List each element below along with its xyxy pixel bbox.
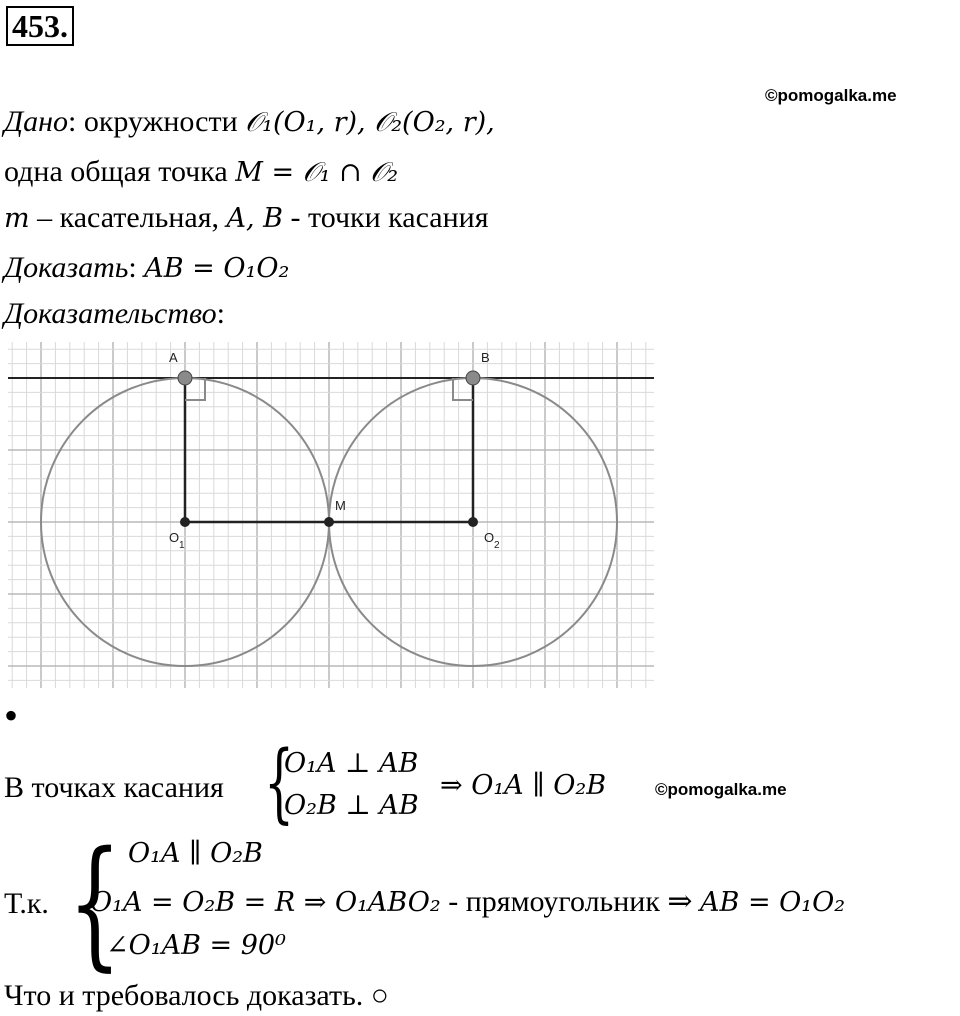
step2-brace: {	[68, 822, 122, 985]
conclusion: Что и требовалось доказать. ○	[4, 979, 389, 1012]
label-m: M	[335, 498, 346, 513]
step2-system-1: O₁A ∥ O₂B	[128, 838, 263, 869]
geometry-figure	[8, 342, 656, 690]
step1-system-1: O₁A ⊥ AB	[284, 748, 419, 779]
step2-system-2-end: AB = O₁O₂	[700, 887, 846, 918]
given-common-point-math: M = 𝒪₁ ∩ 𝒪₂	[235, 157, 399, 188]
step1-text: В точках касания	[4, 771, 224, 804]
proof-label: Доказательство	[4, 297, 217, 330]
point-m	[324, 517, 334, 527]
given-text: окружности	[83, 105, 238, 138]
grid	[8, 342, 654, 688]
label-a: A	[169, 350, 178, 365]
watermark: ©pomogalka.me	[765, 86, 897, 105]
tangent-points: A, B	[226, 203, 284, 234]
step2-system-2-math: O₁A = O₂B = R ⇒ O₁ABO₂	[90, 887, 441, 918]
given-common-point-text: одна общая точка	[4, 155, 228, 188]
proof-heading: Доказательство:	[4, 297, 225, 330]
point-o2	[468, 517, 478, 527]
label-o2-sub: 2	[494, 540, 500, 551]
step1-result: ⇒ O₁A ∥ O₂B	[440, 770, 607, 801]
step2-text: Т.к.	[4, 887, 49, 920]
prove-line: Доказать: AB = O₁O₂	[4, 251, 290, 284]
given-label: Дано	[4, 105, 68, 138]
step2-system-2	[90, 884, 845, 921]
label-o1-sub: 1	[179, 540, 185, 551]
point-b	[466, 371, 480, 385]
tangent-name: m	[4, 203, 30, 234]
tangent-points-text: - точки касания	[290, 201, 489, 234]
given-line-1: Дано: окружности 𝒪₁(O₁, r), 𝒪₂(O₂, r),	[4, 105, 495, 138]
label-o2: O	[484, 530, 495, 545]
prove-label: Доказать	[4, 251, 129, 284]
tangent-text: – касательная,	[37, 201, 220, 234]
point-a	[178, 371, 192, 385]
step1-brace: {	[264, 733, 295, 833]
step2-system-2-tail: - прямоугольник ⇒	[448, 885, 693, 918]
prove-statement: AB = O₁O₂	[144, 253, 290, 284]
bullet: •	[4, 693, 19, 738]
label-b: B	[481, 350, 490, 365]
given-circles: 𝒪₁(O₁, r), 𝒪₂(O₂, r),	[245, 107, 495, 138]
problem-number: 453.	[6, 6, 74, 46]
given-line-2	[4, 154, 398, 191]
step2-system-3: ∠O₁AB = 90⁰	[106, 930, 286, 961]
point-o1	[180, 517, 190, 527]
label-o1: O	[169, 530, 180, 545]
watermark-2: ©pomogalka.me	[655, 780, 787, 799]
given-line-3	[4, 200, 489, 237]
step1-system-2: O₂B ⊥ AB	[284, 790, 419, 821]
